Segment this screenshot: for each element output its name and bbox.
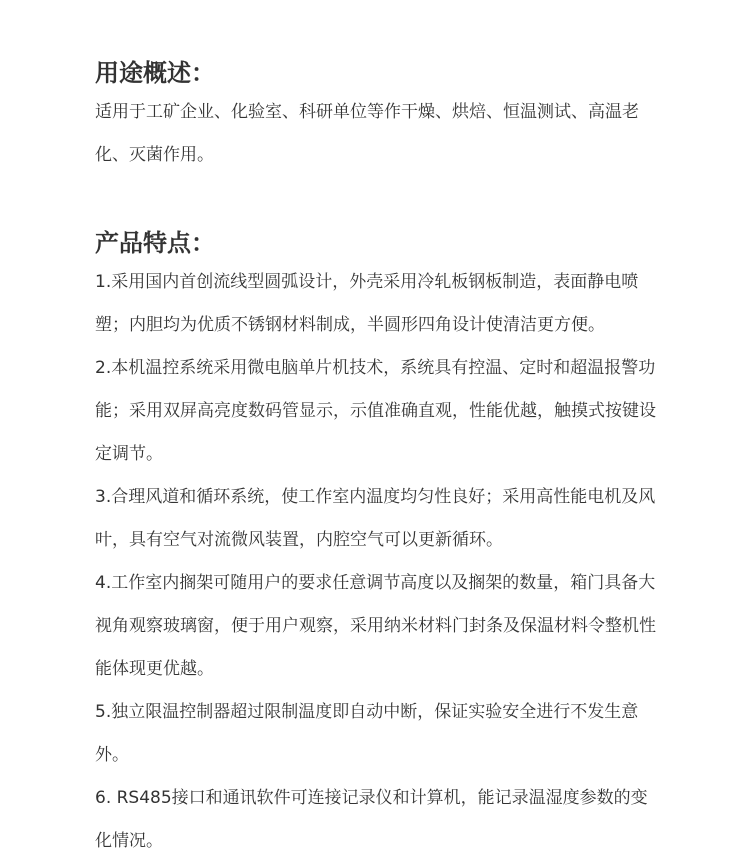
usage-section [95, 91, 663, 177]
usage-text: 适用于工矿企业、化验室、科研单位等作干燥、烘焙、恒温测试、高温老化、灭菌作用。 [95, 102, 639, 165]
feature-item-1: 1.采用国内首创流线型圆弧设计，外壳采用冷轧板钢板制造，表面静电喷塑；内胆均为优质不锈钢材料制成，半圆形四角设计使清洁更方便。 [95, 272, 639, 335]
usage-title: 用途概述： [95, 59, 215, 87]
product-description [95, 57, 663, 863]
feature-item-4: 4.工作室内搁架可随用户的要求任意调节高度以及搁架的数量，箱门具备大视角观察玻璃窗，便于用户观察，采用纳米材料门封条及保温材料令整机性能体现更优越。 [95, 573, 656, 679]
feature-item-2: 2.本机温控系统采用微电脑单片机技术，系统具有控温、定时和超温报警功能；采用双屏高亮度数码管显示，示值准确直观，性能优越，触摸式按键设定调节。 [95, 358, 656, 464]
feature-item-3: 3.合理风道和循环系统，使工作室内温度均匀性良好；采用高性能电机及风叶，具有空气对流微风装置，内腔空气可以更新循环。 [95, 487, 656, 550]
features-list [95, 261, 663, 863]
features-title: 产品特点： [95, 229, 215, 257]
feature-item-6: 6. RS485接口和通讯软件可连接记录仪和计算机，能记录温湿度参数的变化情况。 [95, 788, 648, 851]
feature-item-5: 5.独立限温控制器超过限制温度即自动中断，保证实验安全进行不发生意外。 [95, 702, 639, 765]
